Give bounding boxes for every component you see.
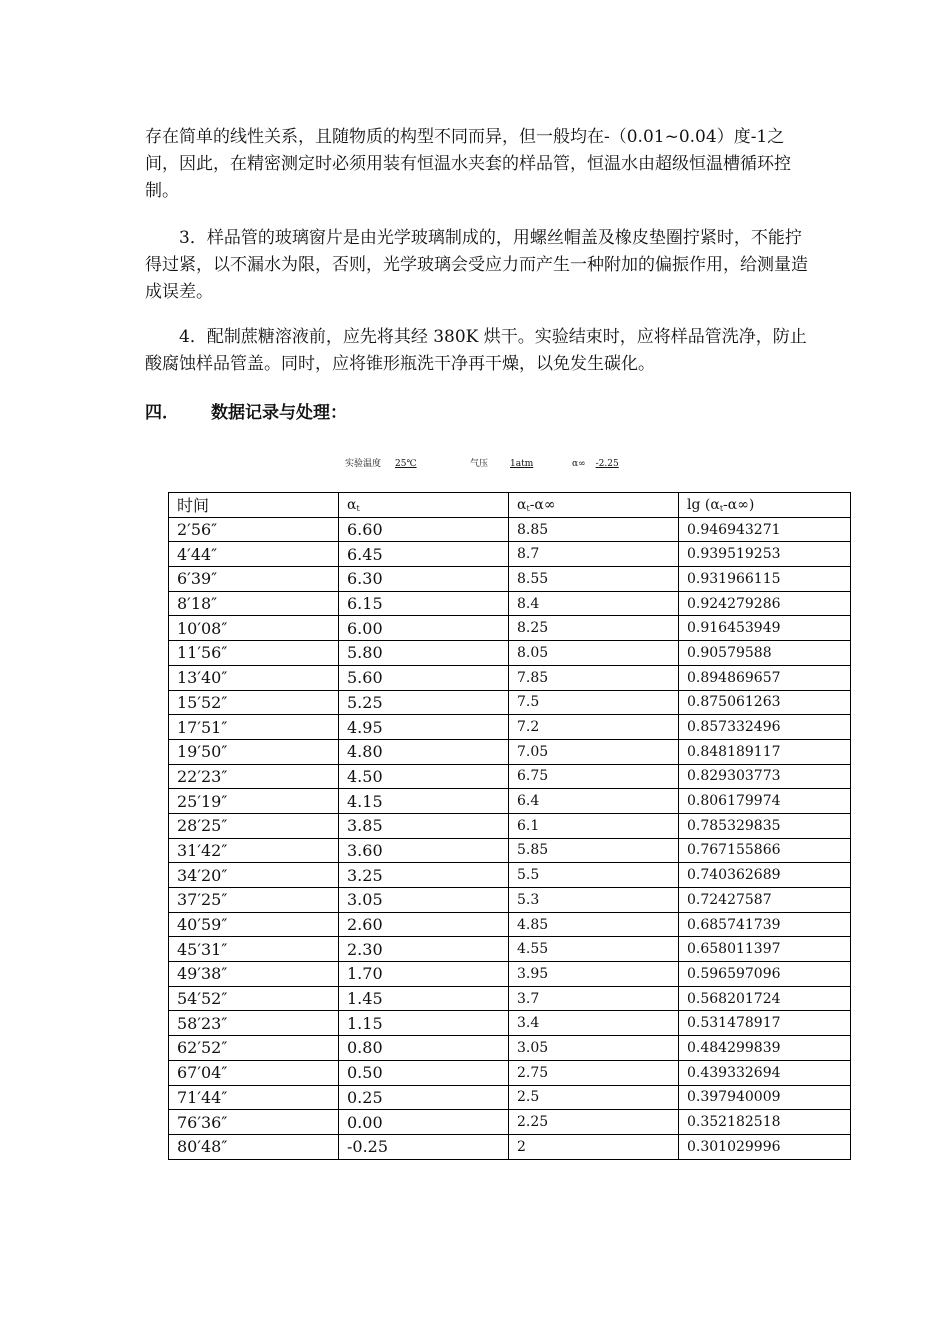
cell-alpha-t: -0.25 bbox=[339, 1134, 509, 1159]
cell-alpha-t: 6.15 bbox=[339, 591, 509, 616]
header-alpha-t-subscript: t bbox=[356, 503, 360, 513]
cell-alpha-t: 6.60 bbox=[339, 517, 509, 542]
cell-alpha-t: 4.50 bbox=[339, 764, 509, 789]
cell-alpha-t: 0.00 bbox=[339, 1110, 509, 1135]
cell-alpha-diff: 5.85 bbox=[509, 838, 679, 863]
header-log bbox=[679, 493, 851, 518]
cell-log: 0.740362689 bbox=[679, 863, 851, 888]
cell-alpha-t: 3.60 bbox=[339, 838, 509, 863]
cell-time: 6′39″ bbox=[169, 567, 339, 592]
cell-time: 28′25″ bbox=[169, 813, 339, 838]
cell-alpha-diff: 4.55 bbox=[509, 937, 679, 962]
cell-log: 0.894869657 bbox=[679, 665, 851, 690]
cell-alpha-t: 0.80 bbox=[339, 1036, 509, 1061]
cell-log: 0.916453949 bbox=[679, 616, 851, 641]
cell-alpha-diff: 3.7 bbox=[509, 986, 679, 1011]
experiment-conditions bbox=[345, 456, 630, 469]
table-row bbox=[169, 616, 851, 641]
temperature-value: 25℃ bbox=[395, 459, 417, 469]
cell-alpha-t: 5.60 bbox=[339, 665, 509, 690]
cell-time: 10′08″ bbox=[169, 616, 339, 641]
cell-log: 0.531478917 bbox=[679, 1011, 851, 1036]
table-row bbox=[169, 912, 851, 937]
header-alpha-t-text: α bbox=[347, 496, 357, 513]
cell-alpha-diff: 3.05 bbox=[509, 1036, 679, 1061]
cell-time: 71′44″ bbox=[169, 1085, 339, 1110]
cell-alpha-diff: 8.85 bbox=[509, 517, 679, 542]
paragraph-continuation: 存在简单的线性关系，且随物质的构型不同而异，但一般均在-（0.01~0.04）度-1之间，因此，在精密测定时必须用装有恒温水夹套的样品管，恒温水由超级恒温槽循环控制。 bbox=[145, 127, 791, 201]
cell-alpha-diff: 2.75 bbox=[509, 1060, 679, 1085]
header-time: 时间 bbox=[169, 493, 339, 518]
cell-log: 0.939519253 bbox=[679, 542, 851, 567]
cell-log: 0.658011397 bbox=[679, 937, 851, 962]
cell-time: 11′56″ bbox=[169, 641, 339, 666]
cell-alpha-diff: 8.4 bbox=[509, 591, 679, 616]
cell-time: 15′52″ bbox=[169, 690, 339, 715]
cell-log: 0.931966115 bbox=[679, 567, 851, 592]
cell-log: 0.848189117 bbox=[679, 739, 851, 764]
cell-time: 80′48″ bbox=[169, 1134, 339, 1159]
cell-alpha-t: 2.30 bbox=[339, 937, 509, 962]
cell-alpha-diff: 2 bbox=[509, 1134, 679, 1159]
cell-alpha-diff: 2.5 bbox=[509, 1085, 679, 1110]
table-row bbox=[169, 764, 851, 789]
cell-log: 0.352182518 bbox=[679, 1110, 851, 1135]
cell-log: 0.785329835 bbox=[679, 813, 851, 838]
table-row bbox=[169, 962, 851, 987]
cell-alpha-t: 3.05 bbox=[339, 888, 509, 913]
cell-log: 0.857332496 bbox=[679, 715, 851, 740]
data-table bbox=[168, 492, 851, 1160]
cell-alpha-t: 1.70 bbox=[339, 962, 509, 987]
pressure-label: 气压 bbox=[470, 459, 489, 469]
cell-time: 62′52″ bbox=[169, 1036, 339, 1061]
cell-alpha-diff: 6.1 bbox=[509, 813, 679, 838]
cell-log: 0.767155866 bbox=[679, 838, 851, 863]
cell-alpha-t: 5.80 bbox=[339, 641, 509, 666]
table-row bbox=[169, 838, 851, 863]
table-row bbox=[169, 567, 851, 592]
paragraph-item-4: 4．配制蔗糖溶液前，应先将其经 380K 烘干。实验结束时，应将样品管洗净，防止酸腐蚀样品管盖。同时，应将锥形瓶洗干净再干燥，以免发生碳化。 bbox=[145, 327, 807, 374]
table-header-row bbox=[169, 493, 851, 518]
header-log-tail: -α∞) bbox=[723, 496, 755, 513]
table-row bbox=[169, 1060, 851, 1085]
cell-alpha-diff: 8.55 bbox=[509, 567, 679, 592]
cell-alpha-t: 2.60 bbox=[339, 912, 509, 937]
table-row bbox=[169, 591, 851, 616]
section-number: 四． bbox=[145, 403, 179, 423]
pressure-value: 1atm bbox=[510, 459, 534, 469]
cell-alpha-diff: 7.5 bbox=[509, 690, 679, 715]
temperature-label: 实验温度 bbox=[345, 459, 382, 469]
table-row bbox=[169, 690, 851, 715]
cell-time: 45′31″ bbox=[169, 937, 339, 962]
table-row bbox=[169, 1134, 851, 1159]
cell-alpha-diff: 3.4 bbox=[509, 1011, 679, 1036]
cell-log: 0.484299839 bbox=[679, 1036, 851, 1061]
cell-time: 17′51″ bbox=[169, 715, 339, 740]
cell-alpha-t: 3.85 bbox=[339, 813, 509, 838]
header-alpha-diff-subscript: t bbox=[526, 503, 530, 513]
cell-alpha-diff: 7.85 bbox=[509, 665, 679, 690]
section-title: 数据记录与处理： bbox=[211, 403, 347, 423]
cell-alpha-diff: 7.05 bbox=[509, 739, 679, 764]
cell-time: 13′40″ bbox=[169, 665, 339, 690]
table-row bbox=[169, 789, 851, 814]
cell-alpha-diff: 2.25 bbox=[509, 1110, 679, 1135]
cell-alpha-t: 1.15 bbox=[339, 1011, 509, 1036]
cell-time: 2′56″ bbox=[169, 517, 339, 542]
cell-alpha-t: 4.80 bbox=[339, 739, 509, 764]
cell-log: 0.875061263 bbox=[679, 690, 851, 715]
cell-alpha-diff: 6.4 bbox=[509, 789, 679, 814]
cell-alpha-t: 6.45 bbox=[339, 542, 509, 567]
cell-log: 0.946943271 bbox=[679, 517, 851, 542]
table-row bbox=[169, 715, 851, 740]
cell-log: 0.829303773 bbox=[679, 764, 851, 789]
table-row bbox=[169, 517, 851, 542]
table-row bbox=[169, 1011, 851, 1036]
cell-alpha-diff: 4.85 bbox=[509, 912, 679, 937]
table-row bbox=[169, 1036, 851, 1061]
table-row bbox=[169, 739, 851, 764]
cell-time: 40′59″ bbox=[169, 912, 339, 937]
table-row bbox=[169, 813, 851, 838]
section-heading bbox=[145, 398, 347, 423]
cell-alpha-t: 5.25 bbox=[339, 690, 509, 715]
cell-log: 0.72427587 bbox=[679, 888, 851, 913]
cell-time: 25′19″ bbox=[169, 789, 339, 814]
cell-alpha-diff: 7.2 bbox=[509, 715, 679, 740]
cell-log: 0.596597096 bbox=[679, 962, 851, 987]
cell-alpha-t: 6.00 bbox=[339, 616, 509, 641]
cell-time: 37′25″ bbox=[169, 888, 339, 913]
cell-time: 76′36″ bbox=[169, 1110, 339, 1135]
cell-time: 22′23″ bbox=[169, 764, 339, 789]
cell-log: 0.685741739 bbox=[679, 912, 851, 937]
table-row bbox=[169, 937, 851, 962]
cell-time: 4′44″ bbox=[169, 542, 339, 567]
cell-time: 19′50″ bbox=[169, 739, 339, 764]
cell-time: 58′23″ bbox=[169, 1011, 339, 1036]
table-row bbox=[169, 665, 851, 690]
header-alpha-diff-tail: -α∞ bbox=[529, 496, 556, 513]
table-row bbox=[169, 542, 851, 567]
paragraph-item-3: 3．样品管的玻璃窗片是由光学玻璃制成的，用螺丝帽盖及橡皮垫圈拧紧时，不能拧得过紧，以不漏水为限，否则，光学玻璃会受应力而产生一种附加的偏振作用，给测量造成误差。 bbox=[145, 228, 808, 302]
cell-alpha-diff: 8.7 bbox=[509, 542, 679, 567]
cell-log: 0.90579588 bbox=[679, 641, 851, 666]
cell-alpha-t: 1.45 bbox=[339, 986, 509, 1011]
cell-time: 31′42″ bbox=[169, 838, 339, 863]
cell-alpha-t: 4.95 bbox=[339, 715, 509, 740]
cell-alpha-diff: 8.05 bbox=[509, 641, 679, 666]
cell-time: 54′52″ bbox=[169, 986, 339, 1011]
table-row bbox=[169, 641, 851, 666]
cell-time: 49′38″ bbox=[169, 962, 339, 987]
cell-alpha-t: 3.25 bbox=[339, 863, 509, 888]
cell-log: 0.924279286 bbox=[679, 591, 851, 616]
header-log-subscript: t bbox=[719, 503, 724, 513]
table-row bbox=[169, 1085, 851, 1110]
header-log-text: lg (α bbox=[687, 496, 720, 513]
cell-alpha-t: 0.25 bbox=[339, 1085, 509, 1110]
alpha-infinity-label: α∞ bbox=[572, 459, 586, 469]
cell-alpha-t: 0.50 bbox=[339, 1060, 509, 1085]
cell-time: 67′04″ bbox=[169, 1060, 339, 1085]
header-alpha-diff bbox=[509, 493, 679, 518]
cell-alpha-diff: 5.5 bbox=[509, 863, 679, 888]
table-row bbox=[169, 863, 851, 888]
table-row bbox=[169, 986, 851, 1011]
table-body bbox=[169, 517, 851, 1159]
cell-alpha-t: 4.15 bbox=[339, 789, 509, 814]
cell-alpha-diff: 6.75 bbox=[509, 764, 679, 789]
cell-alpha-diff: 8.25 bbox=[509, 616, 679, 641]
cell-alpha-diff: 3.95 bbox=[509, 962, 679, 987]
header-alpha-diff-text: α bbox=[517, 496, 527, 513]
cell-log: 0.397940009 bbox=[679, 1085, 851, 1110]
cell-log: 0.568201724 bbox=[679, 986, 851, 1011]
cell-time: 34′20″ bbox=[169, 863, 339, 888]
cell-log: 0.439332694 bbox=[679, 1060, 851, 1085]
header-alpha-t bbox=[339, 493, 509, 518]
cell-log: 0.806179974 bbox=[679, 789, 851, 814]
table-row bbox=[169, 888, 851, 913]
cell-alpha-diff: 5.3 bbox=[509, 888, 679, 913]
table-row bbox=[169, 1110, 851, 1135]
cell-alpha-t: 6.30 bbox=[339, 567, 509, 592]
alpha-infinity-value: -2.25 bbox=[595, 459, 619, 469]
cell-log: 0.301029996 bbox=[679, 1134, 851, 1159]
cell-time: 8′18″ bbox=[169, 591, 339, 616]
